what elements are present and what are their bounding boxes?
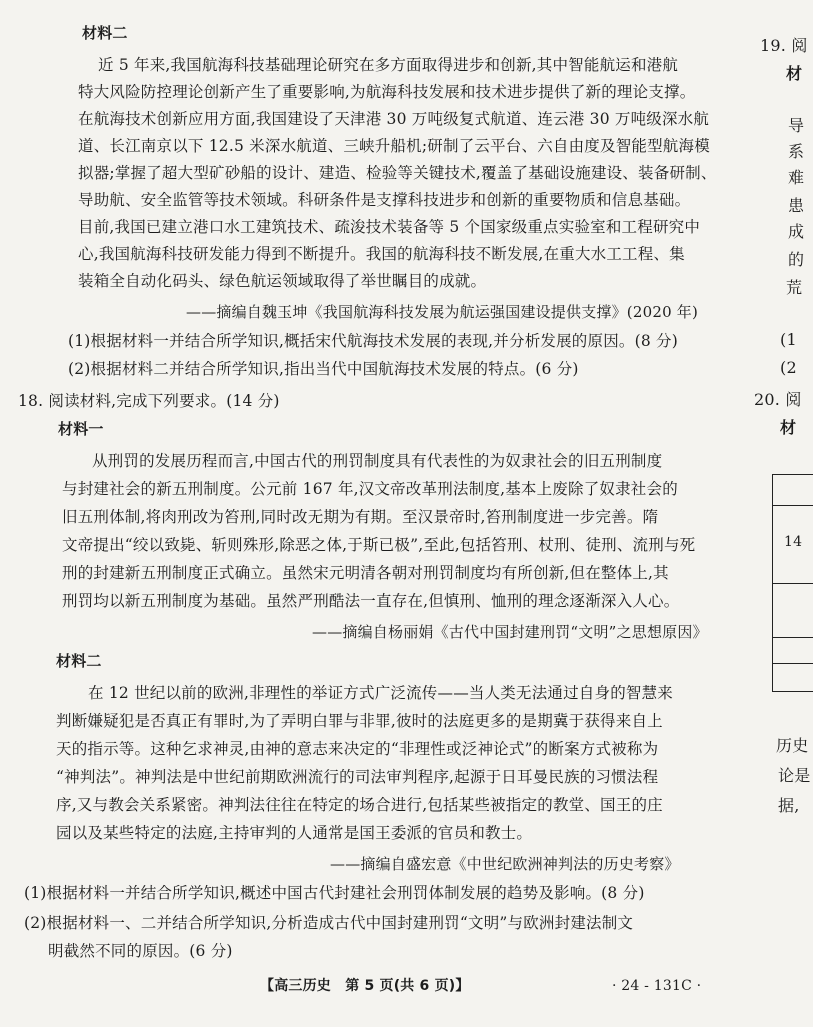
right-fragment: 患	[788, 196, 805, 215]
q17-material2-line: 近 5 年来,我国航海科技基础理论研究在多方面取得进步和创新,其中智能航运和港航	[98, 56, 679, 74]
q18-material1-line: 刑罚均以新五刑制度为基础。虽然严刑酷法一直存在,但慎刑、恤刑的理念逐渐深入人心。	[62, 592, 680, 610]
right-fragment: (1	[780, 330, 797, 349]
footer-code: · 24 - 131C ·	[612, 978, 702, 994]
right-fragment: 荒	[786, 278, 803, 297]
right-fragment: 导	[788, 116, 805, 135]
q18-material1-line: 从刑罚的发展历程而言,中国古代的刑罚制度具有代表性的为奴隶社会的旧五刑制度	[92, 452, 663, 470]
table-row-line	[773, 663, 813, 664]
q17-question-2: (2)根据材料二并结合所学知识,指出当代中国航海技术发展的特点。(6 分)	[68, 360, 579, 378]
q18-material2-line: 在 12 世纪以前的欧洲,非理性的举证方式广泛流传——当人类无法通过自身的智慧来	[88, 684, 674, 702]
q17-material2-heading: 材料二	[82, 24, 128, 42]
right-fragment: 20. 阅	[754, 390, 802, 409]
q18-question-2-cont: 明截然不同的原因。(6 分)	[48, 942, 233, 960]
q17-material2-source: ——摘编自魏玉坤《我国航海科技发展为航运强国建设提供支撑》(2020 年)	[186, 303, 699, 321]
table-row-line	[773, 505, 813, 506]
q17-material2-line: 心,我国航海科技研发能力得到不断提升。我国的航海科技不断发展,在重大水工工程、集	[78, 245, 685, 263]
q17-question-1: (1)根据材料一并结合所学知识,概括宋代航海技术发展的表现,并分析发展的原因。(8 分)	[68, 332, 678, 350]
right-fragment: 论是	[778, 766, 811, 785]
right-fragment: 系	[788, 142, 805, 161]
right-fragment: 19. 阅	[760, 36, 808, 55]
q18-material1-line: 与封建社会的新五刑制度。公元前 167 年,汉文帝改革刑法制度,基本上废除了奴隶社会的	[62, 480, 678, 498]
q18-question-2: (2)根据材料一、二并结合所学知识,分析造成古代中国封建刑罚“文明”与欧洲封建法制文	[24, 914, 634, 932]
q18-question-1: (1)根据材料一并结合所学知识,概述中国古代封建社会刑罚体制发展的趋势及影响。(8 分)	[24, 884, 645, 902]
q18-material2-source: ——摘编自盛宏意《中世纪欧洲神判法的历史考察》	[330, 855, 680, 873]
right-fragment: 难	[788, 168, 805, 187]
right-fragment: (2	[780, 358, 797, 377]
table-row-line	[773, 637, 813, 638]
q18-material2-line: 园以及某些特定的法庭,主持审判的人通常是国王委派的官员和教士。	[56, 824, 533, 842]
q18-material1-heading: 材料一	[58, 420, 104, 438]
right-fragment: 据,	[778, 796, 800, 815]
q17-material2-line: 装箱全自动化码头、绿色航运领域取得了举世瞩目的成就。	[78, 272, 487, 290]
q17-material2-line: 导助航、安全监管等技术领域。科研条件是支撑科技进步和创新的重要物质和信息基础。	[78, 191, 691, 209]
q17-material2-line: 目前,我国已建立港口水工建筑技术、疏浚技术装备等 5 个国家级重点实验室和工程研究中	[78, 218, 701, 236]
right-fragment: 14	[784, 534, 803, 550]
right-fragment: 成	[788, 222, 805, 241]
q18-material2-line: 判断嫌疑犯是否真正有罪时,为了弄明白罪与非罪,彼时的法庭更多的是期冀于获得来自上	[56, 712, 663, 730]
right-fragment: 材	[786, 64, 803, 83]
q17-material2-line: 拟器;掌握了超大型矿砂船的设计、建造、检验等关键技术,覆盖了基础设施建设、装备研制、	[78, 164, 717, 182]
q17-material2-line: 道、长江南京以下 12.5 米深水航道、三峡升船机;研制了云平台、六自由度及智能型航海模	[78, 137, 710, 155]
q18-material1-source: ——摘编自杨丽娟《古代中国封建刑罚“文明”之思想原因》	[312, 623, 708, 641]
q18-material2-line: 序,又与教会关系紧密。神判法往往在特定的场合进行,包括某些被指定的教堂、国王的庄	[56, 796, 663, 814]
q17-material2-line: 特大风险防控理论创新产生了重要影响,为航海科技发展和技术进步提供了新的理论支撑。	[78, 83, 696, 101]
right-fragment: 的	[788, 250, 805, 269]
right-table-edge	[772, 474, 813, 692]
q18-title: 18. 阅读材料,完成下列要求。(14 分)	[18, 392, 280, 410]
q17-material2-line: 在航海技术创新应用方面,我国建设了天津港 30 万吨级复式航道、连云港 30 万吨级深水航	[78, 110, 710, 128]
q18-material2-heading: 材料二	[56, 652, 102, 670]
q18-material1-line: 旧五刑体制,将肉刑改为笞刑,同时改无期为有期。至汉景帝时,笞刑制度进一步完善。隋	[62, 508, 659, 526]
right-fragment: 历史	[776, 736, 809, 755]
right-fragment: 材	[780, 418, 797, 437]
q18-material1-line: 文帝提出“绞以致毙、斩则殊形,除恶之体,于斯已极”,至此,包括笞刑、杖刑、徒刑、流刑与死	[62, 536, 696, 554]
q18-material1-line: 刑的封建新五刑制度正式确立。虽然宋元明清各朝对刑罚制度均有所创新,但在整体上,其	[62, 564, 669, 582]
q18-material2-line: “神判法”。神判法是中世纪前期欧洲流行的司法审判程序,起源于日耳曼民族的习惯法程	[56, 768, 659, 786]
footer-page-label: 【高三历史 第 5 页(共 6 页)】	[260, 978, 470, 994]
table-row-line	[773, 583, 813, 584]
q18-material2-line: 天的指示等。这种乞求神灵,由神的意志来决定的“非理性或泛神论式”的断案方式被称为	[56, 740, 659, 758]
